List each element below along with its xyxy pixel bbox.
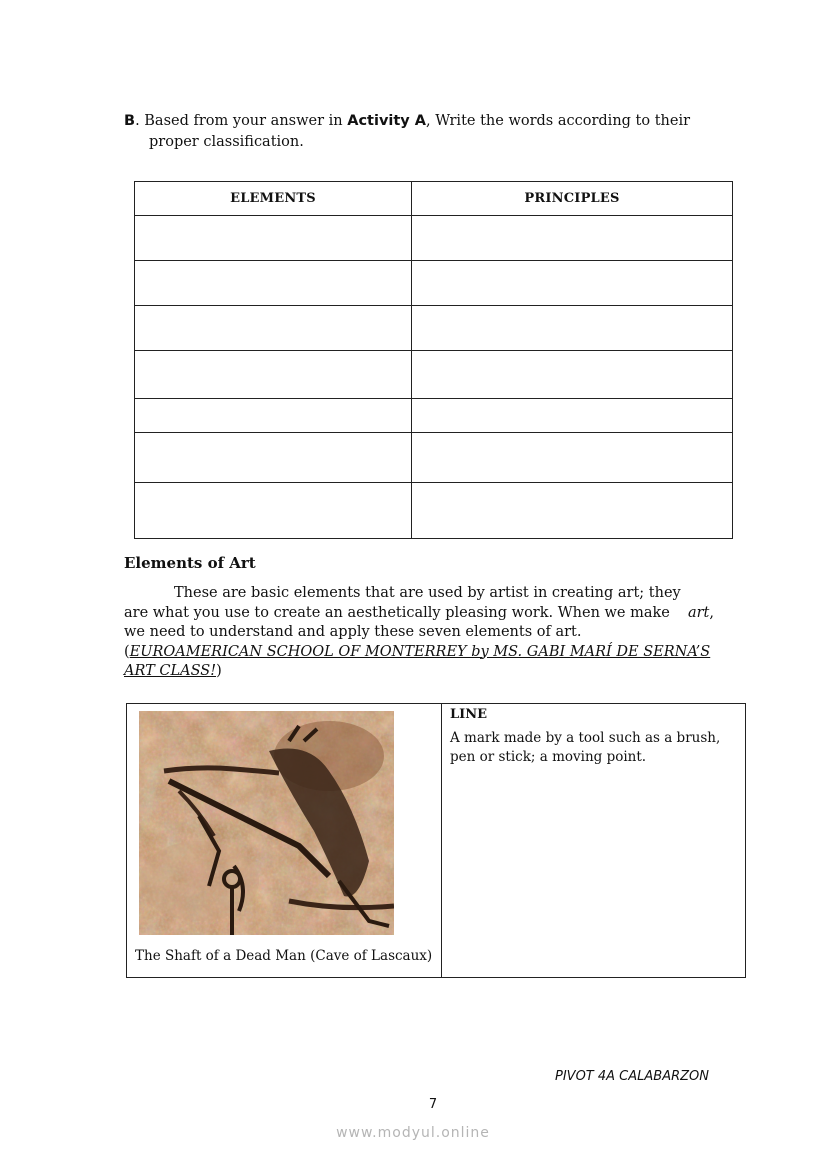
instruction-line-1 (124, 111, 744, 132)
table-row (135, 261, 733, 306)
paragraph-line: are what you use to create an aesthetically pleasing work. When we make art, (124, 604, 714, 621)
header-principles: PRINCIPLES (412, 182, 733, 216)
elements-answer-cell[interactable] (135, 399, 412, 433)
line-element-box (126, 703, 746, 978)
paragraph-line: ART CLASS! ) (124, 662, 714, 682)
elements-answer-cell[interactable] (135, 351, 412, 399)
elements-answer-cell[interactable] (135, 306, 412, 351)
table-row (135, 351, 733, 399)
instruction-label: B (124, 113, 136, 129)
instruction-text-before: . Based from your answer in (135, 113, 348, 129)
citation: EUROAMERICAN SCHOOL OF MONTERREY by MS. GABI MARÍ DE SERNA’S (129, 643, 711, 660)
watermark: www.modyul.online (336, 1125, 490, 1141)
activity-b-instruction (124, 111, 744, 153)
principles-answer-cell[interactable] (412, 216, 733, 261)
instruction-line-2: proper classification. (149, 134, 304, 150)
artwork-cell (127, 704, 442, 977)
table-row (135, 399, 733, 433)
elements-answer-cell[interactable] (135, 216, 412, 261)
cave-painting-image (139, 711, 394, 935)
principles-answer-cell[interactable] (412, 306, 733, 351)
table-row (135, 216, 733, 261)
elements-of-art-paragraph (124, 584, 714, 682)
artwork-caption: The Shaft of a Dead Man (Cave of Lascaux) (135, 948, 433, 964)
definition-cell (442, 704, 745, 977)
element-definition: A mark made by a tool such as a brush, pen or stick; a moving point. (450, 730, 721, 765)
elements-answer-cell[interactable] (135, 433, 412, 483)
principles-answer-cell[interactable] (412, 261, 733, 306)
header-elements: ELEMENTS (135, 182, 412, 216)
table-row (135, 483, 733, 539)
citation-continued: ART CLASS! (124, 663, 217, 679)
instruction-text-after: , Write the words according to their (426, 113, 691, 129)
activity-a-reference: Activity A (347, 113, 427, 129)
paragraph-line: (EUROAMERICAN SCHOOL OF MONTERREY by MS. GABI MARÍ DE SERNA’S (124, 643, 711, 660)
paragraph-line: we need to understand and apply these seven elements of art. (124, 624, 582, 640)
principles-answer-cell[interactable] (412, 399, 733, 433)
classification-table (134, 181, 733, 539)
footer-label: PIVOT 4A CALABARZON (555, 1069, 709, 1084)
table-row (135, 306, 733, 351)
page-number: 7 (428, 1097, 438, 1112)
table-row (135, 433, 733, 483)
elements-of-art-heading: Elements of Art (124, 554, 256, 572)
elements-answer-cell[interactable] (135, 483, 412, 539)
paragraph-line: These are basic elements that are used by artist in creating art; they (174, 585, 681, 601)
principles-answer-cell[interactable] (412, 483, 733, 539)
element-term: LINE (450, 707, 488, 722)
elements-answer-cell[interactable] (135, 261, 412, 306)
principles-answer-cell[interactable] (412, 351, 733, 399)
art-emphasis: art (687, 604, 710, 621)
principles-answer-cell[interactable] (412, 433, 733, 483)
table-header-row (135, 182, 733, 216)
